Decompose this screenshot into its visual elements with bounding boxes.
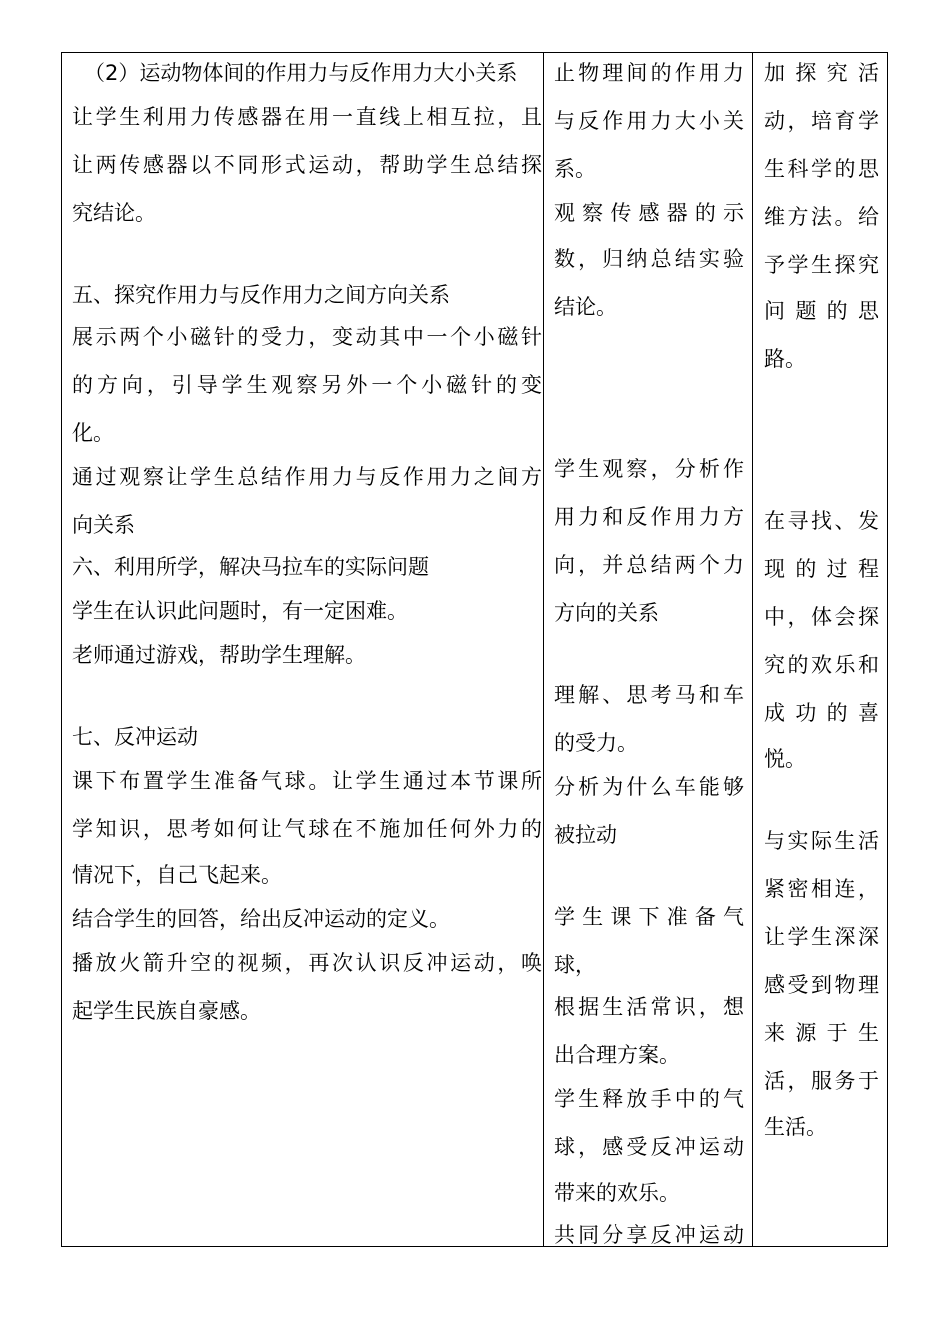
student-line: 方向的关系 <box>554 601 659 625</box>
student-line: 学生观察，分析作 <box>554 457 744 481</box>
teacher-line: 课下布置学生准备气球。让学生通过本节课所 <box>72 769 542 793</box>
student-line: 根据生活常识，想 <box>554 995 744 1019</box>
student-line: 带来的欢乐。 <box>554 1181 680 1205</box>
teacher-line: 起学生民族自豪感。 <box>72 999 261 1023</box>
student-line: 分析为什么车能够 <box>554 775 744 799</box>
teacher-line: 究结论。 <box>72 201 156 225</box>
student-line: 止物理间的作用力 <box>554 61 744 85</box>
intent-line: 路。 <box>764 347 806 371</box>
intent-line: 活，服务于 <box>764 1069 879 1093</box>
intent-line: 成功的喜 <box>764 701 879 725</box>
student-line: 球，感受反冲运动 <box>554 1135 744 1159</box>
student-line: 与反作用力大小关 <box>554 109 744 133</box>
student-line: 系。 <box>554 157 596 181</box>
column-divider-2 <box>752 53 753 1246</box>
student-line: 观察传感器的示 <box>554 201 744 225</box>
student-line: 球， <box>554 953 596 977</box>
teacher-line: （2）运动物体间的作用力与反作用力大小关系 <box>84 61 518 85</box>
intent-line: 动，培育学 <box>764 109 879 133</box>
teacher-line: 结合学生的回答，给出反冲运动的定义。 <box>72 907 450 931</box>
intent-line: 予学生探究 <box>764 253 879 277</box>
intent-line: 生科学的思 <box>764 157 879 181</box>
intent-line: 问题的思 <box>764 299 879 323</box>
section-heading-7: 七、反冲运动 <box>72 725 198 749</box>
student-line: 向，并总结两个力 <box>554 553 744 577</box>
teacher-line: 向关系 <box>72 513 135 537</box>
intent-line: 维方法。给 <box>764 205 879 229</box>
student-line: 共同分享反冲运动 <box>554 1223 744 1247</box>
column-divider-1 <box>543 53 544 1246</box>
student-line: 数，归纳总结实验 <box>554 247 744 271</box>
teacher-line: 学知识，思考如何让气球在不施加任何外力的 <box>72 817 542 841</box>
intent-line: 悦。 <box>764 747 806 771</box>
teacher-line: 播放火箭升空的视频，再次认识反冲运动，唤 <box>72 951 542 975</box>
section-heading-5: 五、探究作用力与反作用力之间方向关系 <box>72 283 450 307</box>
teacher-line: 展示两个小磁针的受力，变动其中一个小磁针 <box>72 325 542 349</box>
intent-line: 现的过程 <box>764 557 879 581</box>
intent-line: 究的欢乐和 <box>764 653 879 677</box>
student-line: 出合理方案。 <box>554 1043 680 1067</box>
student-line: 学生课下准备气 <box>554 905 744 929</box>
teacher-line: 化。 <box>72 421 114 445</box>
student-line: 理解、思考马和车 <box>554 683 744 707</box>
teacher-line: 老师通过游戏，帮助学生理解。 <box>72 643 366 667</box>
intent-line: 生活。 <box>764 1115 827 1139</box>
student-line: 的受力。 <box>554 731 638 755</box>
intent-line: 与实际生活 <box>764 829 879 853</box>
lesson-plan-table <box>61 52 888 1247</box>
student-line: 学生释放手中的气 <box>554 1087 744 1111</box>
teacher-line: 让两传感器以不同形式运动，帮助学生总结探 <box>72 153 542 177</box>
teacher-line: 情况下，自己飞起来。 <box>72 863 282 887</box>
teacher-line: 让学生利用力传感器在用一直线上相互拉，且 <box>72 105 542 129</box>
intent-line: 在寻找、发 <box>764 509 879 533</box>
intent-line: 中，体会探 <box>764 605 879 629</box>
teacher-line: 的方向，引导学生观察另外一个小磁针的变 <box>72 373 542 397</box>
student-line: 用力和反作用力方 <box>554 505 744 529</box>
teacher-line: 学生在认识此问题时，有一定困难。 <box>72 599 408 623</box>
teacher-line: 通过观察让学生总结作用力与反作用力之间方 <box>72 465 542 489</box>
intent-line: 感受到物理 <box>764 973 879 997</box>
section-heading-6: 六、利用所学，解决马拉车的实际问题 <box>72 555 429 579</box>
student-line: 结论。 <box>554 295 617 319</box>
intent-line: 紧密相连， <box>764 877 879 901</box>
student-line: 被拉动 <box>554 823 617 847</box>
intent-line: 让学生深深 <box>764 925 879 949</box>
intent-line: 加探究活 <box>764 61 879 85</box>
intent-line: 来源于生 <box>764 1021 879 1045</box>
